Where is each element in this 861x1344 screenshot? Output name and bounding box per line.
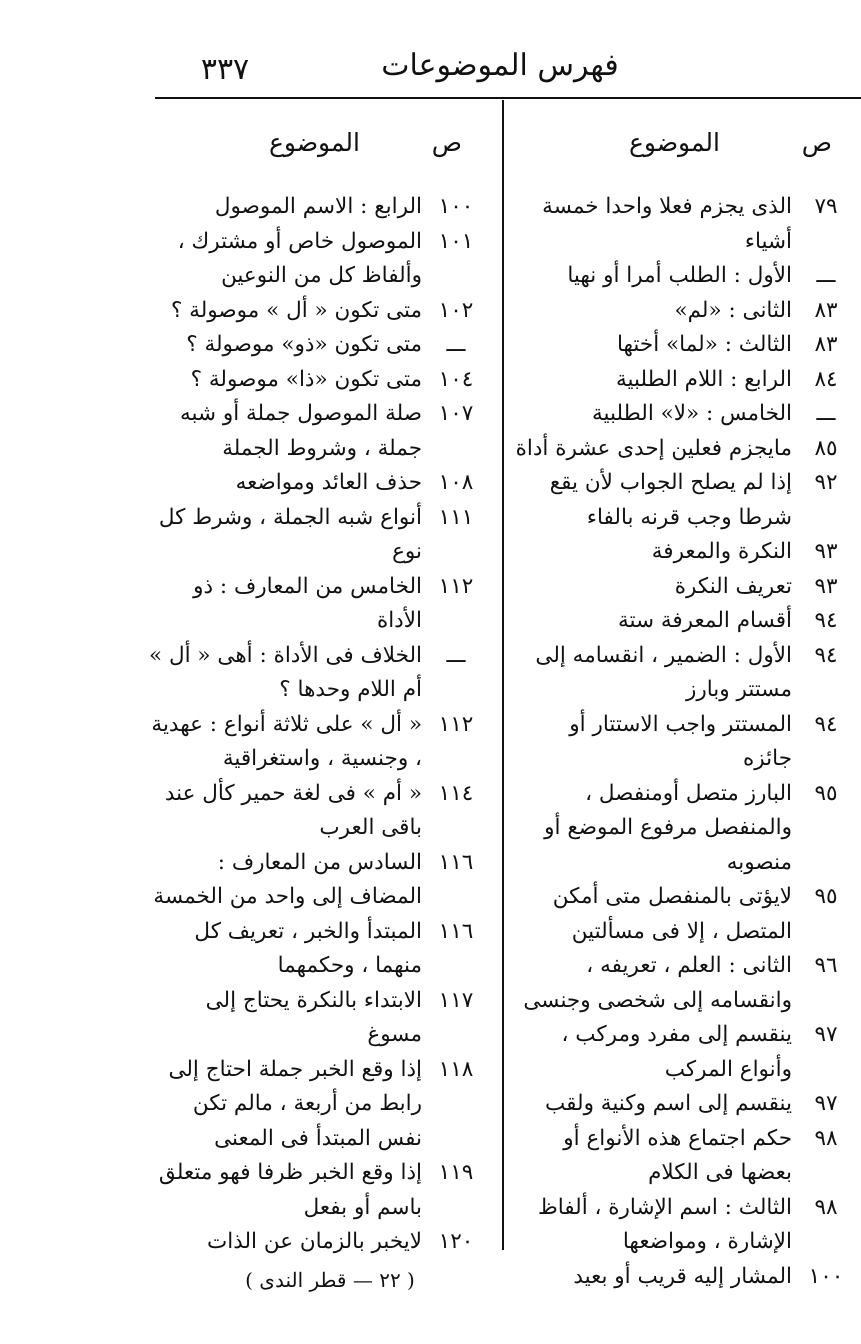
entry-page-number: ٩٣ (814, 573, 838, 599)
entry-page-number: ١٠١ (438, 228, 474, 254)
index-entry (515, 708, 860, 777)
entry-page-number: ٩٤ (814, 711, 838, 737)
footer-signature: ( ٢٢ — قطر الندى ) (245, 1268, 415, 1292)
entry-page-number: ١١٤ (438, 780, 474, 806)
left-page-label: ص (431, 128, 462, 157)
entry-topic: الموصول خاص أو مشترك ، وألفاظ كل من النوعين (177, 228, 422, 288)
entry-page-number: ٧٩ (814, 194, 838, 219)
entry-page-number: ١١٧ (438, 987, 474, 1013)
entry-page-number: ١٠٤ (438, 366, 474, 392)
entry-topic: النكرة والمعرفة (651, 539, 792, 564)
index-entry (515, 397, 860, 432)
entry-page-number: ٩٨ (814, 1125, 838, 1151)
index-entry (515, 1260, 860, 1295)
entry-topic: إذا وقع الخبر جملة احتاج إلى رابط من أربعة ، مالم تكن نفس المبتدأ فى المعنى (168, 1056, 422, 1151)
entry-topic: الثانى : العلم ، تعريفه ، وانقسامه إلى شخصى وجنسى (523, 953, 792, 1013)
entry-page-number: ـــ (816, 263, 836, 288)
entry-page-number: ١١٢ (438, 573, 474, 599)
entry-topic: حذف العائد ومواضعه (235, 470, 422, 495)
index-entry (145, 1156, 490, 1225)
entry-topic: ينقسم إلى مفرد ومركب ، وأنواع المركب (561, 1022, 792, 1082)
entry-page-number: ١٢٠ (438, 1229, 474, 1254)
entry-topic: صلة الموصول جملة أو شبه جملة ، وشروط الجملة (179, 401, 422, 461)
index-entry (515, 432, 860, 467)
entry-page-number: ١١٢ (438, 711, 474, 737)
index-entry (145, 984, 490, 1053)
entry-page-number: ١٠٢ (438, 297, 474, 323)
index-entry (515, 604, 860, 639)
entry-page-number: ١٠٧ (438, 401, 474, 426)
entry-page-number: ٨٣ (814, 297, 838, 323)
entry-page-number: ٩٧ (814, 1022, 838, 1047)
index-entry (145, 328, 490, 363)
index-entry (515, 639, 860, 708)
entry-topic: الرابع : اللام الطلبية (616, 366, 792, 392)
entry-topic: تعريف النكرة (674, 573, 792, 599)
right-column-header (520, 128, 860, 168)
index-entry (515, 1191, 860, 1260)
entry-topic: المبتدأ والخبر ، تعريف كل منهما ، وحكمهما (194, 918, 422, 978)
left-topic-label: الموضوع (269, 128, 360, 157)
index-entry (515, 1087, 860, 1122)
left-column-entries (145, 190, 490, 1260)
index-entry (515, 259, 860, 294)
index-entry (145, 397, 490, 466)
index-entry (145, 777, 490, 846)
entry-page-number: ٩٨ (814, 1194, 838, 1220)
index-entry (145, 639, 490, 708)
entry-topic: الثانى : «لم» (674, 297, 792, 323)
entry-topic: إذا وقع الخبر ظرفا فهو متعلق باسم أو بفعل (158, 1160, 422, 1220)
index-entry (515, 363, 860, 398)
index-entry (145, 915, 490, 984)
entry-topic: المشار إليه قريب أو بعيد (573, 1263, 792, 1289)
entry-page-number: ١١٦ (438, 918, 474, 944)
entry-topic: لايخبر بالزمان عن الذات (207, 1229, 422, 1254)
entry-page-number: ١١٦ (438, 849, 474, 875)
index-entry (145, 570, 490, 639)
entry-page-number: ـــ (446, 642, 466, 668)
right-page-label: ص (801, 128, 832, 157)
entry-page-number: ٩٥ (814, 884, 838, 909)
index-entry (515, 294, 860, 329)
entry-topic: الخلاف فى الأداة : أهى « أل » أم اللام وحدها ؟ (149, 642, 422, 702)
index-entry (145, 466, 490, 501)
entry-topic: السادس من المعارف : المضاف إلى واحد من الخمسة (153, 849, 422, 909)
index-entry (145, 363, 490, 398)
index-entry (515, 466, 860, 535)
entry-topic: متى تكون «ذو» موصولة ؟ (186, 332, 422, 357)
entry-topic: أقسام المعرفة ستة (618, 608, 792, 633)
entry-topic: المستتر واجب الاستتار أو جائزه (569, 711, 792, 771)
page-number: ٣٣٧ (200, 52, 250, 87)
entry-topic: الخامس : «لا» الطلبية (592, 401, 792, 426)
entry-page-number: ٨٥ (814, 435, 838, 461)
entry-page-number: ١١٩ (438, 1160, 474, 1185)
index-entry (145, 501, 490, 570)
column-divider (502, 100, 504, 1250)
index-entry (145, 708, 490, 777)
entry-topic: « أم » فى لغة حمير كأل عند باقى العرب (164, 780, 422, 840)
entry-page-number: ١٠٨ (438, 470, 474, 495)
entry-topic: الذى يجزم فعلا واحدا خمسة أشياء (542, 194, 792, 254)
entry-topic: إذا لم يصلح الجواب لأن يقع شرطا وجب قرنه بالفاء (549, 470, 792, 530)
page-title: فهرس الموضوعات (381, 48, 619, 83)
index-entry (515, 880, 860, 949)
index-entry (145, 225, 490, 294)
entry-topic: الابتداء بالنكرة يحتاج إلى مسوغ (205, 987, 422, 1047)
right-topic-label: الموضوع (629, 128, 720, 157)
left-column-header (150, 128, 490, 168)
entry-topic: مايجزم فعلين إحدى عشرة أداة (515, 435, 792, 461)
entry-page-number: ٩٦ (814, 953, 838, 978)
index-entry (515, 777, 860, 881)
index-entry (145, 1225, 490, 1260)
entry-page-number: ـــ (446, 332, 466, 357)
index-entry (515, 328, 860, 363)
index-entry (145, 294, 490, 329)
index-entry (515, 949, 860, 1018)
entry-page-number: ـــ (816, 401, 836, 426)
entry-topic: حكم اجتماع هذه الأنواع أو بعضها فى الكلام (563, 1125, 792, 1185)
entry-topic: متى تكون «ذا» موصولة ؟ (190, 366, 422, 392)
entry-page-number: ١٠٠ (808, 1263, 844, 1289)
index-entry (515, 190, 860, 259)
entry-page-number: ٩٧ (814, 1091, 838, 1116)
entry-topic: متى تكون « أل » موصولة ؟ (170, 297, 422, 323)
index-entry (515, 535, 860, 570)
entry-page-number: ٩٣ (814, 539, 838, 564)
entry-topic: لايؤتى بالمنفصل متى أمكن المتصل ، إلا فى مسألتين (552, 884, 792, 944)
entry-topic: الأول : الضمير ، انقسامه إلى مستتر وبارز (535, 642, 792, 702)
entry-topic: « أل » على ثلاثة أنواع : عهدية ، وجنسية ، واستغراقية (151, 711, 422, 771)
entry-page-number: ٩٤ (814, 642, 838, 668)
entry-page-number: ٩٢ (814, 470, 838, 495)
index-entry (145, 846, 490, 915)
entry-topic: الأول : الطلب أمرا أو نهيا (567, 263, 792, 288)
entry-page-number: ١١١ (438, 504, 474, 530)
index-entry (515, 570, 860, 605)
entry-topic: أنواع شبه الجملة ، وشرط كل نوع (158, 504, 422, 564)
index-entry (515, 1122, 860, 1191)
entry-topic: ينقسم إلى اسم وكنية ولقب (545, 1091, 792, 1116)
entry-topic: البارز متصل أومنفصل ، والمنفصل مرفوع الموضع أو منصوبه (544, 780, 792, 875)
right-column-entries (515, 190, 860, 1294)
entry-page-number: ١١٨ (438, 1056, 474, 1082)
entry-topic: الثالث : «لما» أختها (616, 332, 792, 357)
entry-topic: الخامس من المعارف : ذو الأداة (193, 573, 422, 633)
index-entry (145, 190, 490, 225)
index-entry (145, 1053, 490, 1157)
entry-page-number: ٨٣ (814, 332, 838, 357)
entry-page-number: ٨٤ (814, 366, 838, 392)
index-entry (515, 1018, 860, 1087)
entry-topic: الثالث : اسم الإشارة ، ألفاظ الإشارة ، ومواضعها (537, 1194, 792, 1254)
header-rule (155, 97, 861, 99)
entry-page-number: ٩٥ (814, 780, 838, 806)
entry-page-number: ١٠٠ (438, 194, 474, 219)
entry-topic: الرابع : الاسم الموصول (214, 194, 422, 219)
entry-page-number: ٩٤ (814, 608, 838, 633)
